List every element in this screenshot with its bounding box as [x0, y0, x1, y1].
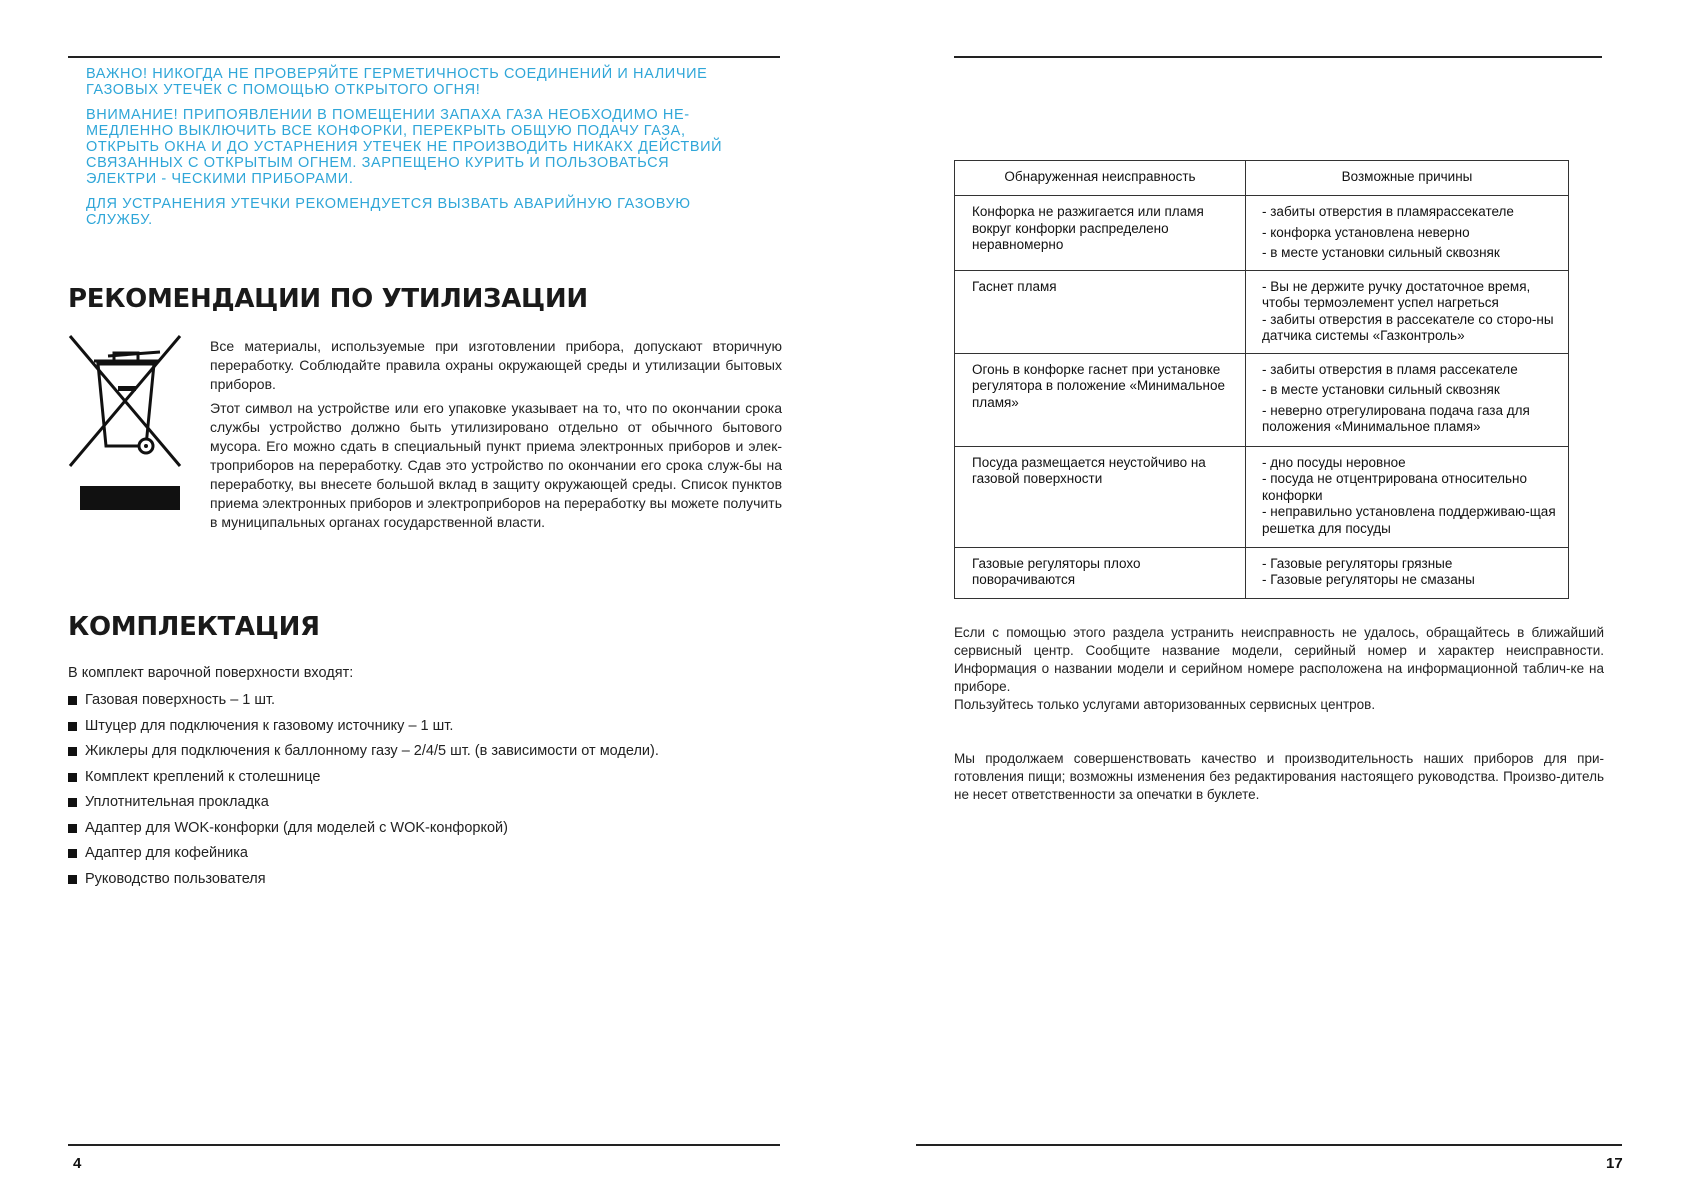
service-note: Пользуйтесь только услугами авторизованных сервисных центров. — [954, 697, 1376, 712]
table-row — [955, 547, 1569, 598]
gas-warning-block — [86, 66, 736, 237]
problem-cell: Гаснет пламя — [955, 270, 1246, 353]
list-item: Газовая поверхность – 1 шт. — [68, 690, 659, 716]
cause-item: - забиты отверстия в пламя рассекателе — [1262, 361, 1518, 377]
kit-title: КОМПЛЕКТАЦИЯ — [68, 612, 320, 642]
cause-item: - в месте установки сильный сквозняк — [1262, 382, 1500, 397]
causes-cell — [1246, 547, 1569, 598]
cause-item: - посуда не отцентрирована относительно конфорки — [1262, 471, 1528, 503]
list-item: Адаптер для кофейника — [68, 843, 659, 869]
table-row — [955, 446, 1569, 547]
page-number-right: 17 — [1606, 1155, 1623, 1172]
problem-cell: Газовые регуляторы плохо поворачиваются — [955, 547, 1246, 598]
table-row — [955, 196, 1569, 271]
page-number-left: 4 — [73, 1155, 82, 1172]
cause-item: - в месте установки сильный сквозняк — [1262, 245, 1500, 260]
recycling-paragraph: Этот символ на устройстве или его упаковке указывает на то, что по окончании срока службы устройство должно быть утилизировано отдельно от обычного бытового мусора. Его можно сдать в специальный пункт приема электронных приборов и элек-троприборов на переработку. Сдав это устройство по окончании его срока служ-бы на переработку, вы внесете большой вклад в защиту окружающей среды. Список пунктов приема электронных приборов и электроприборов на переработку вы можете получить в муниципальных органах государственной власти. — [210, 400, 782, 530]
recycling-paragraph: Все материалы, используемые при изготовлении прибора, допускают вторичную переработку. Соблюдайте правила охраны окружающей среды и утилизации бытовых приборов. — [210, 338, 782, 392]
list-item: Адаптер для WOK-конфорки (для моделей с WOK-конфоркой) — [68, 818, 659, 844]
kit-list — [68, 690, 659, 894]
cause-item: - дно посуды неровное — [1262, 454, 1406, 470]
separate-collection-bar — [80, 486, 180, 510]
causes-cell — [1246, 196, 1569, 271]
list-item: Комплект креплений к столешнице — [68, 767, 659, 793]
cause-item: - Газовые регуляторы не смазаны — [1262, 572, 1475, 587]
causes-cell — [1246, 270, 1569, 353]
recycling-text — [210, 337, 782, 537]
problem-cell: Посуда размещается неустойчиво на газовой поверхности — [955, 446, 1246, 547]
cause-item: - Газовые регуляторы грязные — [1262, 555, 1453, 571]
troubleshooting-table — [954, 160, 1569, 599]
warning-attention: ВНИМАНИЕ! ПРИПОЯВЛЕНИИ В ПОМЕЩЕНИИ ЗАПАХА ГАЗА НЕОБХОДИМО НЕ-МЕДЛЕННО ВЫКЛЮЧИТЬ ВСЕ КОНФОРКИ, ПЕРЕКРЫТЬ ОБЩУЮ ПОДАЧУ ГАЗА, ОТКРЫТЬ ОКНА И ДО УСТАРНЕНИЯ УТЕЧЕК НЕ ПРОИЗВОДИТЬ НИКАКХ ДЕЙСТВИЙ СВЯЗАННЫХ С ОТКРЫТЫМ ОГНЕМ. ЗАРПЕЩЕНО КУРИТЬ И ПОЛЬЗОВАТЬСЯ ЭЛЕКТРИ - ЧЕСКИМИ ПРИБОРАМИ. — [86, 107, 723, 187]
service-text: Если с помощью этого раздела устранить неисправность не удалось, обращайтесь в ближайший сервисный центр. Сообщите название модели, серийный номер и характер неисправности. Информация о названии модели и серийном номере расположена на информационной таблич-ке на приборе. — [954, 625, 1604, 694]
warning-emergency: ДЛЯ УСТРАНЕНИЯ УТЕЧКИ РЕКОМЕНДУЕТСЯ ВЫЗВАТЬ АВАРИЙНУЮ ГАЗОВУЮ СЛУЖБУ. — [86, 196, 691, 228]
table-header-row — [955, 161, 1569, 196]
problem-cell: Конфорка не разжигается или пламя вокруг конфорки распределено неравномерно — [955, 196, 1246, 271]
cause-item: - неверно отрегулирована подача газа для положения «Минимальное пламя» — [1262, 402, 1530, 434]
list-item: Штуцер для подключения к газовому источнику – 1 шт. — [68, 716, 659, 742]
cause-item: - неправильно установлена поддерживаю-щая решетка для посуды — [1262, 504, 1556, 536]
crossed-wheelie-bin-icon — [68, 334, 184, 484]
header-problem: Обнаруженная неисправность — [955, 161, 1246, 196]
causes-cell — [1246, 446, 1569, 547]
list-item: Уплотнительная прокладка — [68, 792, 659, 818]
top-rule-right — [954, 56, 1602, 58]
disclaimer: Мы продолжаем совершенствовать качество и производительность наших приборов для при-готовления пищи; возможны изменения без редактирования настоящего руководства. Произво-дитель не несет ответственности за опечатки в буклете. — [954, 751, 1604, 802]
kit-intro: В комплект варочной поверхности входят: — [68, 665, 354, 681]
cause-item: - забиты отверстия в пламярассекателе — [1262, 204, 1514, 219]
table-row — [955, 270, 1569, 353]
recycling-symbol — [68, 334, 184, 514]
list-item: Руководство пользователя — [68, 869, 659, 895]
header-causes: Возможные причины — [1246, 161, 1569, 196]
cause-item: - конфорка установлена неверно — [1262, 224, 1470, 240]
warning-important: ВАЖНО! НИКОГДА НЕ ПРОВЕРЯЙТЕ ГЕРМЕТИЧНОСТЬ СОЕДИНЕНИЙ И НАЛИЧИЕ ГАЗОВЫХ УТЕЧЕК С ПОМОЩЬЮ ОТКРЫТОГО ОГНЯ! — [86, 66, 708, 98]
bottom-rule-left — [68, 1144, 780, 1146]
top-rule-left — [68, 56, 780, 58]
cause-item: - Вы не держите ручку достаточное время, чтобы термоэлемент успел нагреться — [1262, 278, 1531, 310]
recycling-title: РЕКОМЕНДАЦИИ ПО УТИЛИЗАЦИИ — [68, 284, 588, 314]
cause-item: - забиты отверстия в рассекателе со сторо-ны датчика системы «Газконтроль» — [1262, 311, 1554, 343]
list-item: Жиклеры для подключения к баллонному газу – 2/4/5 шт. (в зависимости от модели). — [68, 741, 659, 767]
service-info — [954, 624, 1604, 714]
table-row — [955, 353, 1569, 446]
problem-cell: Огонь в конфорке гаснет при установке регулятора в положение «Минимальное пламя» — [955, 353, 1246, 446]
bottom-rule-right — [916, 1144, 1622, 1146]
causes-cell — [1246, 353, 1569, 446]
